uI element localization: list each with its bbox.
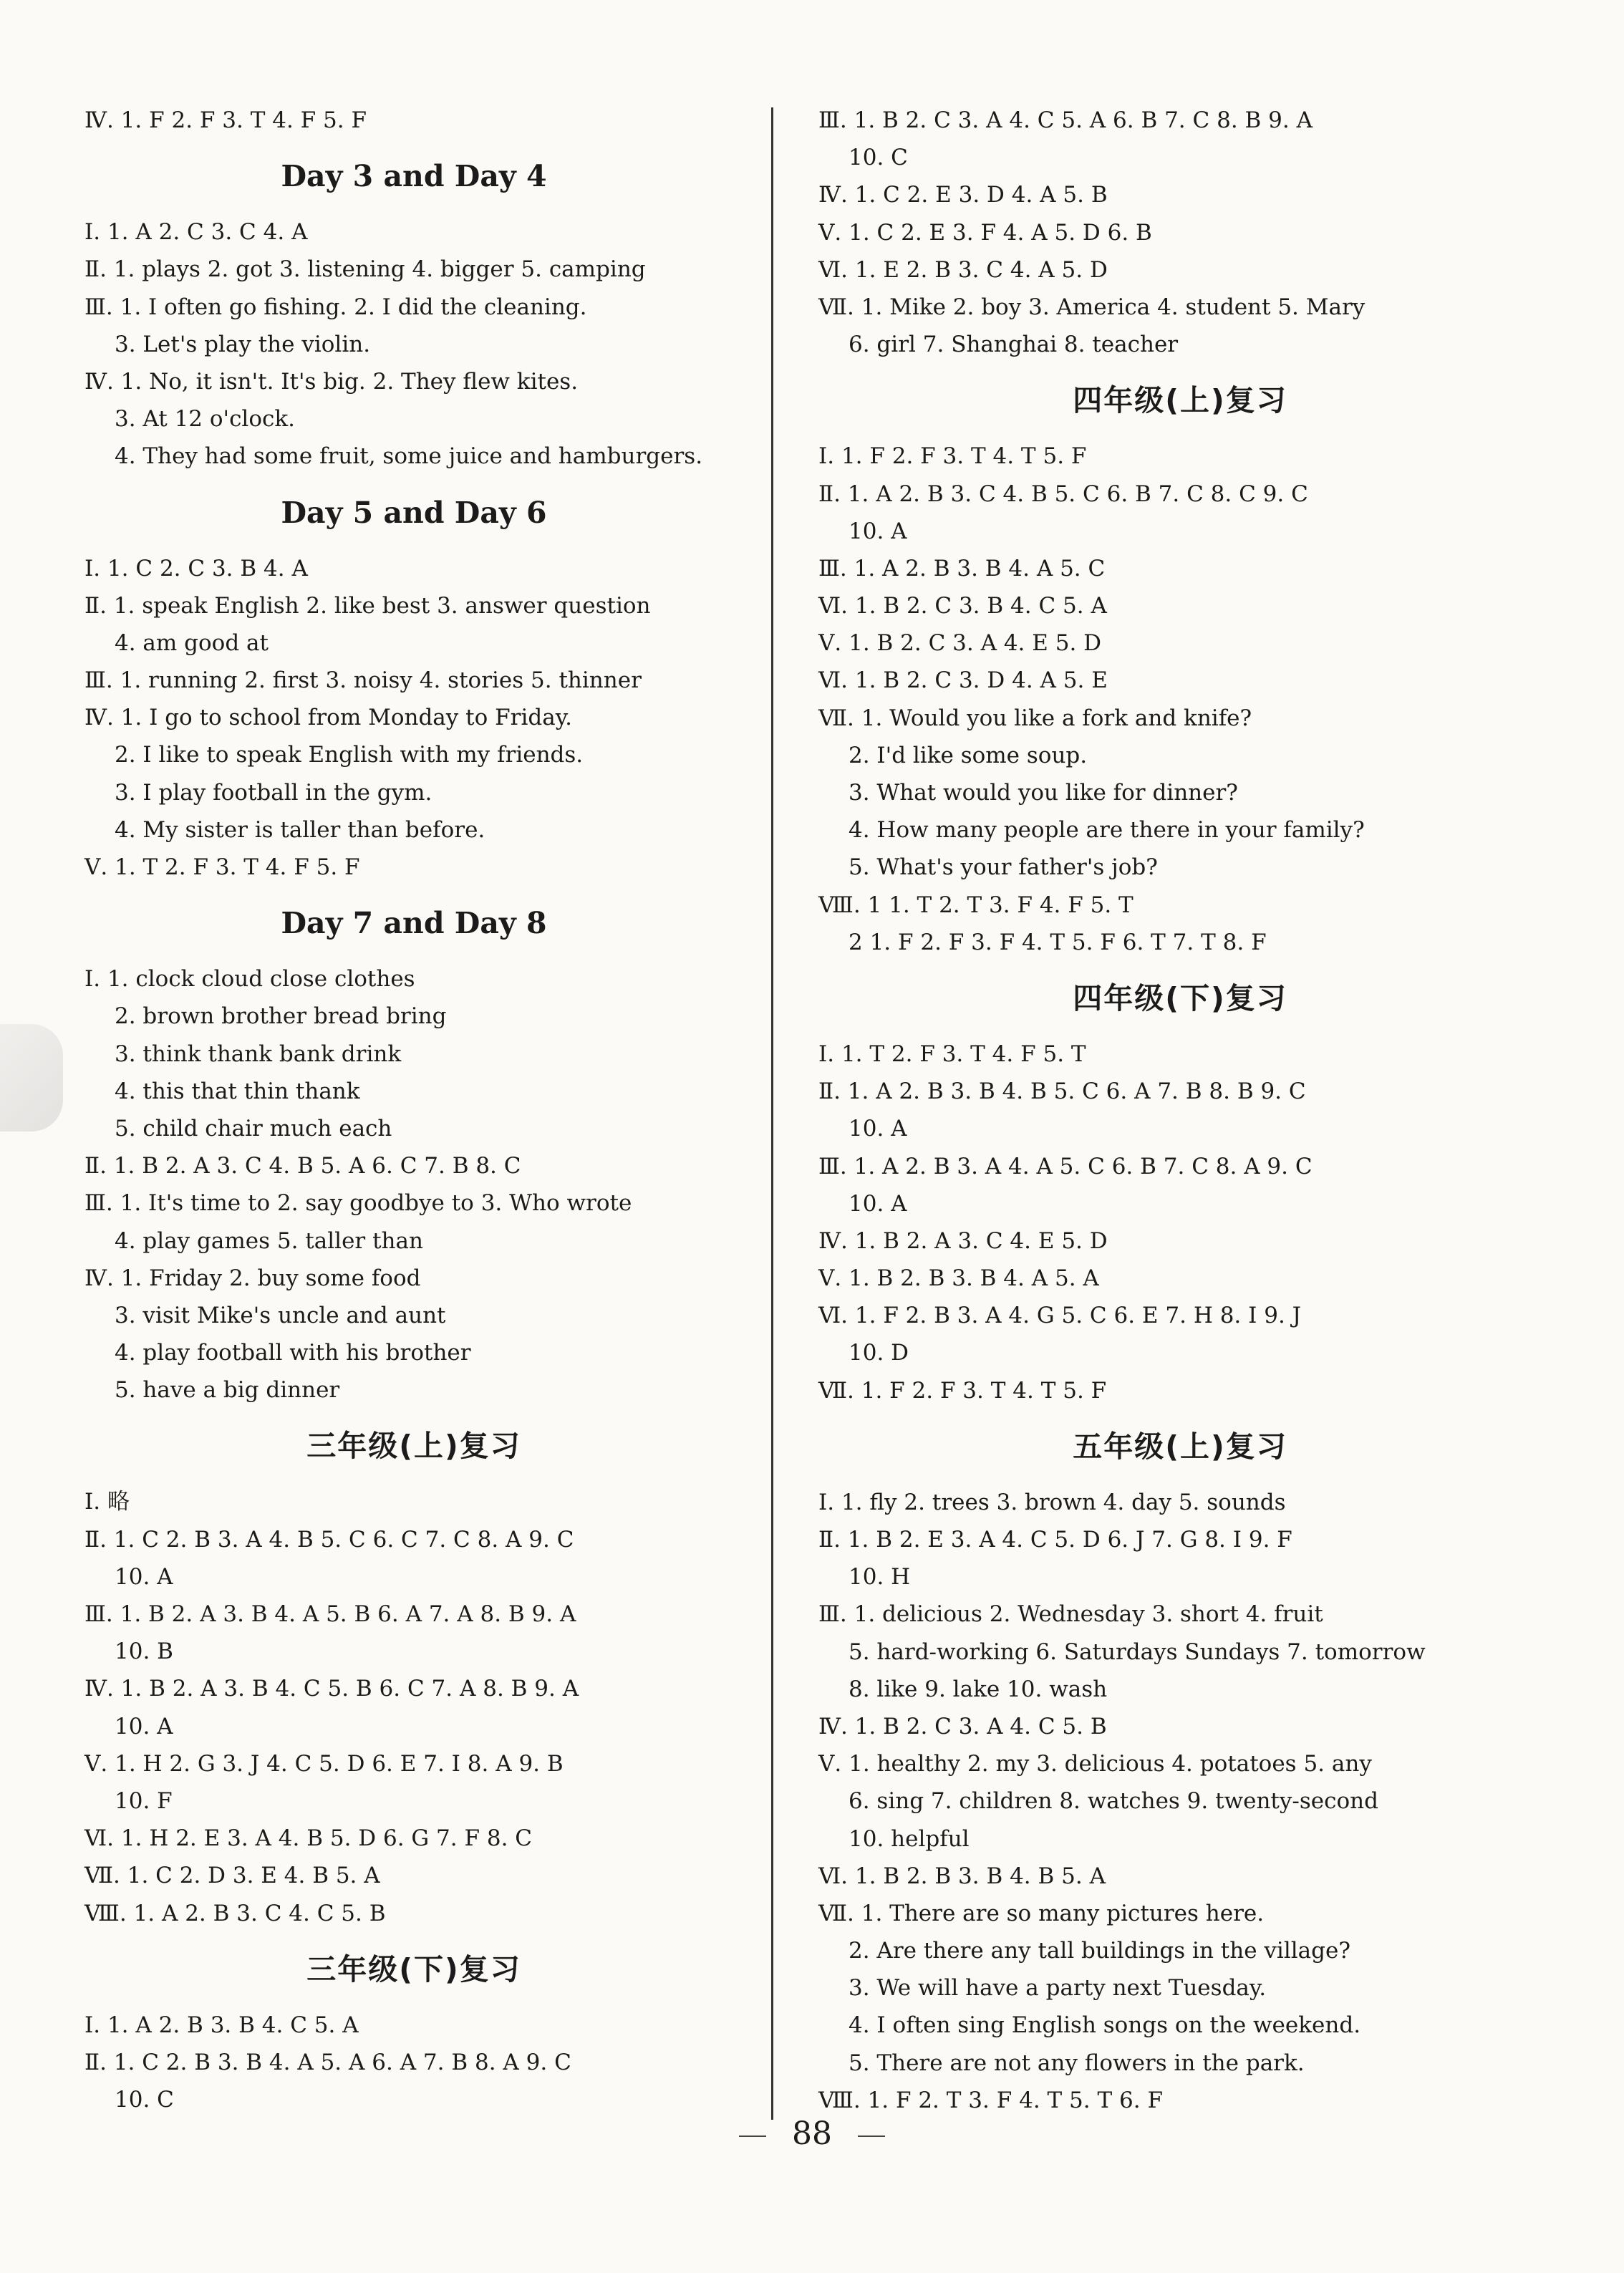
answer-line: 2. Are there any tall buildings in the village? [849,1938,1350,1964]
library-stamp [0,1024,63,1131]
answer-line: 3. What would you like for dinner? [849,780,1238,806]
left-column [84,102,743,2118]
answer-line: 10. H [849,1564,911,1591]
answer-line: Ⅲ. 1. running 2. first 3. noisy 4. stories 5. thinner [84,667,642,694]
page-footer [0,2113,1624,2156]
answer-line: Ⅲ. 1. B 2. A 3. B 4. A 5. B 6. A 7. A 8. B 9. A [84,1601,576,1627]
answer-line: 10. D [849,1340,909,1366]
answer-line: Ⅲ. 1. A 2. B 3. A 4. A 5. C 6. B 7. C 8. A 9. C [818,1153,1313,1179]
section-heading: 四年级(下)复习 [1073,980,1287,1015]
answer-line: 4. I often sing English songs on the weekend. [849,2012,1361,2039]
answer-line: Ⅲ. 1. delicious 2. Wednesday 3. short 4. fruit [818,1601,1323,1628]
answer-line: 10. C [849,145,908,171]
answer-line: Ⅳ. 1. B 2. A 3. C 4. E 5. D [818,1227,1108,1254]
answer-line: 5. have a big dinner [115,1377,340,1404]
answer-line: Ⅳ. 1. C 2. E 3. D 4. A 5. B [818,182,1108,208]
page-number: 88 [792,2115,832,2152]
answer-line: Ⅲ. 1. It's time to 2. say goodbye to 3. Who wrote [84,1190,632,1217]
answer-line: Ⅰ. 1. A 2. C 3. C 4. A [84,219,308,246]
answer-line: 6. girl 7. Shanghai 8. teacher [849,332,1179,358]
answer-line: 3. At 12 o'clock. [115,406,296,433]
answer-line: 6. sing 7. children 8. watches 9. twenty-second [849,1788,1378,1815]
answer-line: 10. helpful [849,1825,970,1852]
answer-line: 4. play football with his brother [115,1340,471,1366]
answer-line: Ⅴ. 1. H 2. G 3. J 4. C 5. D 6. E 7. I 8. A 9. B [84,1750,564,1777]
answer-line: 3. I play football in the gym. [115,779,432,806]
answer-line: 10. A [115,1563,173,1590]
answer-line: Ⅷ. 1. A 2. B 3. C 4. C 5. B [84,1900,386,1926]
answer-line: 2. I'd like some soup. [849,742,1088,768]
answer-line: Ⅱ. 1. A 2. B 3. B 4. B 5. C 6. A 7. B 8. B 9. C [818,1078,1306,1105]
answer-line: Ⅳ. 1. B 2. C 3. A 4. C 5. B [818,1713,1107,1739]
answer-line: Ⅶ. 1. Mike 2. boy 3. America 4. student 5. Mary [818,294,1366,320]
answer-line: 10. C [115,2087,174,2113]
answer-line: Ⅳ. 1. I go to school from Monday to Friday. [84,705,572,731]
answer-line: Ⅱ. 1. speak English 2. like best 3. answer question [84,592,651,619]
answer-line: 10. A [849,518,907,544]
answer-line: 2. brown brother bread bring [115,1003,447,1030]
answer-line: 4. am good at [115,629,269,656]
answer-line: Ⅱ. 1. B 2. E 3. A 4. C 5. D 6. J 7. G 8. I 9. F [818,1527,1292,1553]
answer-line: Ⅰ. 1. A 2. B 3. B 4. C 5. A [84,2012,359,2038]
answer-line: 8. like 9. lake 10. wash [849,1676,1108,1702]
answer-line: Ⅰ. 略 [84,1489,130,1515]
answer-line: Ⅰ. 1. T 2. F 3. T 4. F 5. T [818,1041,1086,1067]
answer-line: Ⅶ. 1. There are so many pictures here. [818,1900,1265,1926]
answer-line: Ⅴ. 1. B 2. C 3. A 4. E 5. D [818,630,1102,657]
section-heading: Day 7 and Day 8 [281,906,547,941]
section-heading: 四年级(上)复习 [1073,383,1287,418]
answer-line: 4. My sister is taller than before. [115,816,485,843]
answer-line: 10. A [849,1116,907,1142]
answer-line: Ⅲ. 1. I often go fishing. 2. I did the cleaning. [84,294,587,320]
right-column [818,102,1542,2119]
answer-line: Ⅴ. 1. healthy 2. my 3. delicious 4. potatoes 5. any [818,1751,1372,1777]
answer-line: Ⅱ. 1. A 2. B 3. C 4. B 5. C 6. B 7. C 8. C 9. C [818,481,1308,507]
answer-line: Ⅴ. 1. T 2. F 3. T 4. F 5. F [84,854,360,880]
answer-line: Ⅲ. 1. B 2. C 3. A 4. C 5. A 6. B 7. C 8. B 9. A [818,107,1313,133]
answer-line: Ⅶ. 1. Would you like a fork and knife? [818,705,1252,731]
section-heading: Day 5 and Day 6 [281,495,547,530]
answer-line: 5. hard-working 6. Saturdays Sundays 7. tomorrow [849,1639,1426,1665]
answer-line: Ⅵ. 1. B 2. B 3. B 4. B 5. A [818,1863,1106,1889]
column-divider [771,107,773,2120]
answer-line: Ⅱ. 1. C 2. B 3. B 4. A 5. A 6. A 7. B 8. A 9. C [84,2049,571,2075]
answer-line: Ⅱ. 1. plays 2. got 3. listening 4. bigger 5. camping [84,256,646,283]
answer-line: 5. What's your father's job? [849,854,1158,881]
answer-line: Ⅳ. 1. Friday 2. buy some food [84,1265,421,1291]
answer-line: Ⅶ. 1. F 2. F 3. T 4. T 5. F [818,1377,1107,1404]
answer-line: 5. child chair much each [115,1115,392,1142]
answer-line: 5. There are not any flowers in the park. [849,2050,1305,2076]
answer-line: 3. visit Mike's uncle and aunt [115,1302,446,1328]
answer-line: 4. play games 5. taller than [115,1227,423,1254]
answer-line: Ⅷ. 1 1. T 2. T 3. F 4. F 5. T [818,892,1134,918]
answer-line: Ⅵ. 1. E 2. B 3. C 4. A 5. D [818,256,1108,283]
answer-line: Ⅳ. 1. F 2. F 3. T 4. F 5. F [84,107,367,133]
answer-line: Ⅴ. 1. C 2. E 3. F 4. A 5. D 6. B [818,219,1152,246]
answer-line: 3. think thank bank drink [115,1041,402,1067]
section-heading: 五年级(上)复习 [1073,1429,1287,1464]
answer-line: Ⅰ. 1. clock cloud close clothes [84,966,415,993]
answer-line: 4. this that thin thank [115,1078,360,1104]
answer-line: Ⅳ. 1. No, it isn't. It's big. 2. They flew kites. [84,368,579,395]
section-heading: Day 3 and Day 4 [281,159,547,194]
answer-line: Ⅵ. 1. B 2. C 3. D 4. A 5. E [818,667,1108,694]
answer-line: 2 1. F 2. F 3. F 4. T 5. F 6. T 7. T 8. F [849,929,1267,955]
answer-line: Ⅰ. 1. C 2. C 3. B 4. A [84,555,308,581]
answer-line: 3. We will have a party next Tuesday. [849,1975,1267,2002]
answer-line: 2. I like to speak English with my friends. [115,742,584,768]
answer-line: Ⅶ. 1. C 2. D 3. E 4. B 5. A [84,1863,380,1889]
answer-line: 10. A [849,1190,907,1217]
answer-line: Ⅱ. 1. C 2. B 3. A 4. B 5. C 6. C 7. C 8. A 9. C [84,1526,574,1553]
answer-line: Ⅲ. 1. A 2. B 3. B 4. A 5. C [818,555,1106,581]
section-heading: 三年级(下)复习 [306,1951,521,1987]
answer-line: 10. F [115,1787,173,1814]
answer-line: Ⅷ. 1. F 2. T 3. F 4. T 5. T 6. F [818,2087,1163,2113]
answer-line: Ⅱ. 1. B 2. A 3. C 4. B 5. A 6. C 7. B 8. C [84,1153,521,1179]
answer-line: 10. A [115,1713,173,1739]
answer-line: 4. How many people are there in your family? [849,817,1365,844]
answer-line: Ⅰ. 1. F 2. F 3. T 4. T 5. F [818,443,1087,470]
answer-line: Ⅵ. 1. F 2. B 3. A 4. G 5. C 6. E 7. H 8. I 9. J [818,1303,1302,1329]
answer-line: 3. Let's play the violin. [115,331,371,357]
answer-line: Ⅴ. 1. B 2. B 3. B 4. A 5. A [818,1265,1099,1292]
section-heading: 三年级(上)复习 [306,1429,521,1464]
answer-line: Ⅵ. 1. B 2. C 3. B 4. C 5. A [818,593,1107,619]
answer-line: 4. They had some fruit, some juice and hamburgers. [115,443,703,470]
answer-line: Ⅵ. 1. H 2. E 3. A 4. B 5. D 6. G 7. F 8. C [84,1825,532,1852]
answer-line: Ⅰ. 1. fly 2. trees 3. brown 4. day 5. sounds [818,1489,1286,1515]
answer-line: 10. B [115,1639,173,1665]
answer-line: Ⅳ. 1. B 2. A 3. B 4. C 5. B 6. C 7. A 8. B 9. A [84,1676,579,1702]
